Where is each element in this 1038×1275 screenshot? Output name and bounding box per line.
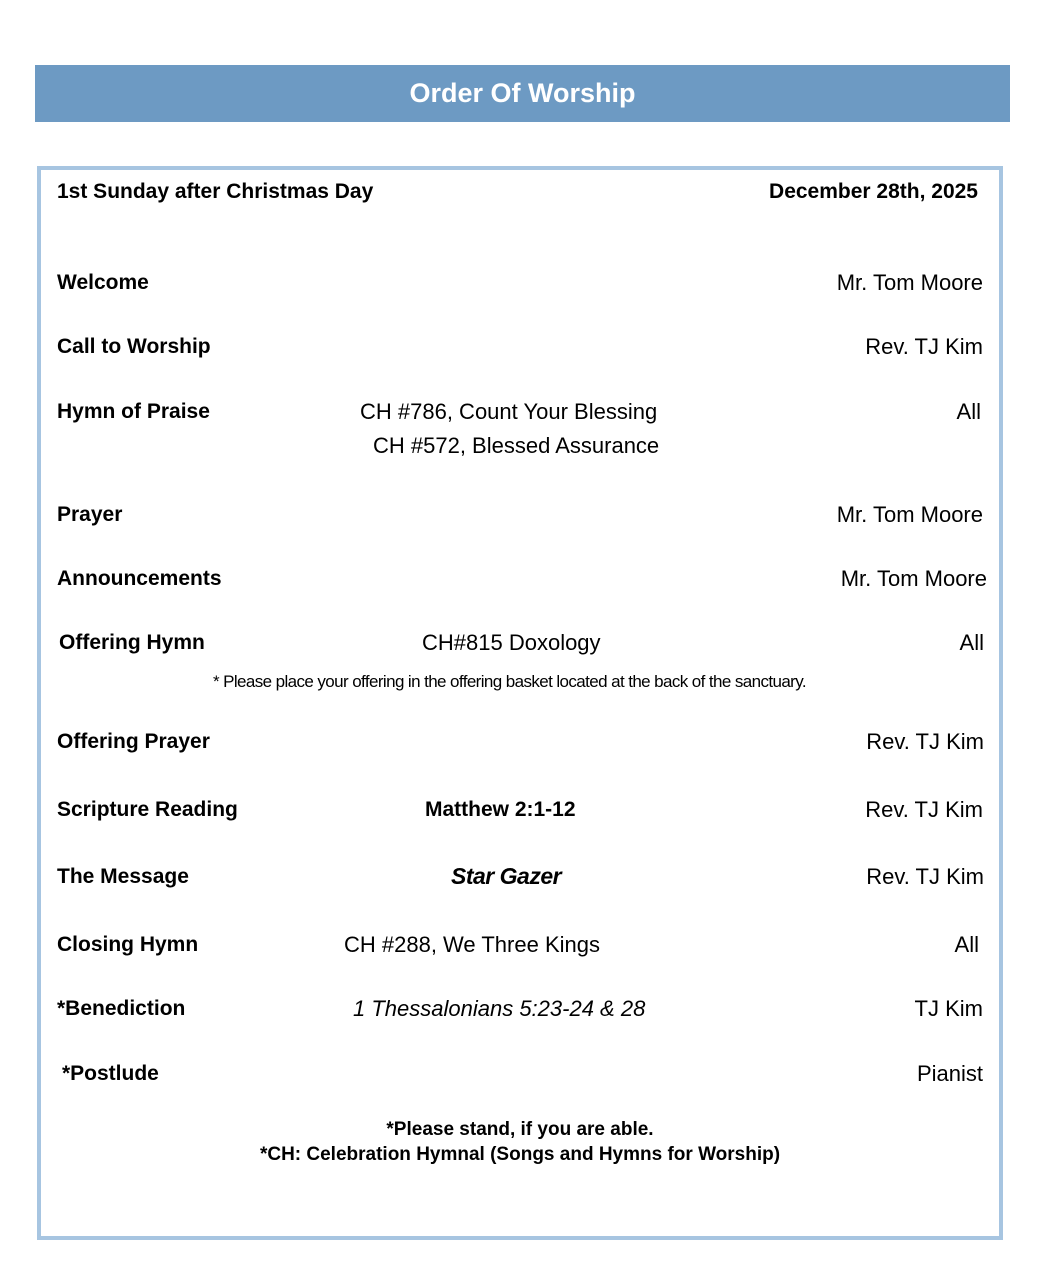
item-label: *Postlude: [62, 1062, 159, 1085]
item-leader: All: [956, 399, 981, 424]
title-banner: [35, 65, 1010, 122]
item-leader: All: [954, 932, 979, 957]
item-detail: CH#815 Doxology: [422, 630, 601, 655]
item-detail: CH #288, We Three Kings: [344, 932, 600, 957]
item-detail: CH #786, Count Your Blessing: [360, 399, 658, 424]
item-leader: Rev. TJ Kim: [865, 797, 983, 822]
item-leader: Rev. TJ Kim: [866, 864, 984, 889]
item-leader: Mr. Tom Moore: [840, 566, 987, 591]
item-label: Scripture Reading: [57, 798, 238, 821]
hymnal-note: *CH: Celebration Hymnal (Songs and Hymns for Worship): [259, 1144, 781, 1165]
item-label: Hymn of Praise: [57, 400, 210, 423]
offering-note: * Please place your offering in the offering basket located at the back of the sanctuary.: [213, 672, 807, 691]
item-label: Offering Hymn: [59, 631, 205, 654]
item-label: Welcome: [57, 271, 149, 294]
occasion: 1st Sunday after Christmas Day: [57, 180, 374, 203]
item-leader: Rev. TJ Kim: [865, 334, 983, 359]
item-label: Call to Worship: [57, 335, 211, 358]
item-detail: 1 Thessalonians 5:23-24 & 28: [353, 996, 646, 1021]
scripture-reference: Matthew 2:1-12: [425, 798, 576, 821]
sermon-title: Star Gazer: [451, 863, 562, 889]
item-leader: Rev. TJ Kim: [866, 729, 984, 754]
item-label: Offering Prayer: [57, 730, 210, 753]
item-leader: Pianist: [916, 1061, 983, 1086]
item-leader: Mr. Tom Moore: [836, 270, 983, 295]
item-label: Announcements: [57, 567, 222, 590]
item-leader: Mr. Tom Moore: [836, 502, 983, 527]
service-date: December 28th, 2025: [769, 180, 978, 203]
order-of-worship-box: [37, 166, 1003, 1240]
item-leader: All: [959, 630, 984, 655]
item-leader: TJ Kim: [914, 996, 983, 1021]
item-label: The Message: [57, 865, 189, 888]
page-title: Order Of Worship: [409, 78, 636, 108]
item-detail-second: CH #572, Blessed Assurance: [373, 433, 660, 458]
item-label: *Benediction: [57, 997, 186, 1020]
stand-note: *Please stand, if you are able.: [386, 1119, 654, 1140]
item-label: Closing Hymn: [57, 933, 199, 956]
item-label: Prayer: [57, 503, 123, 526]
